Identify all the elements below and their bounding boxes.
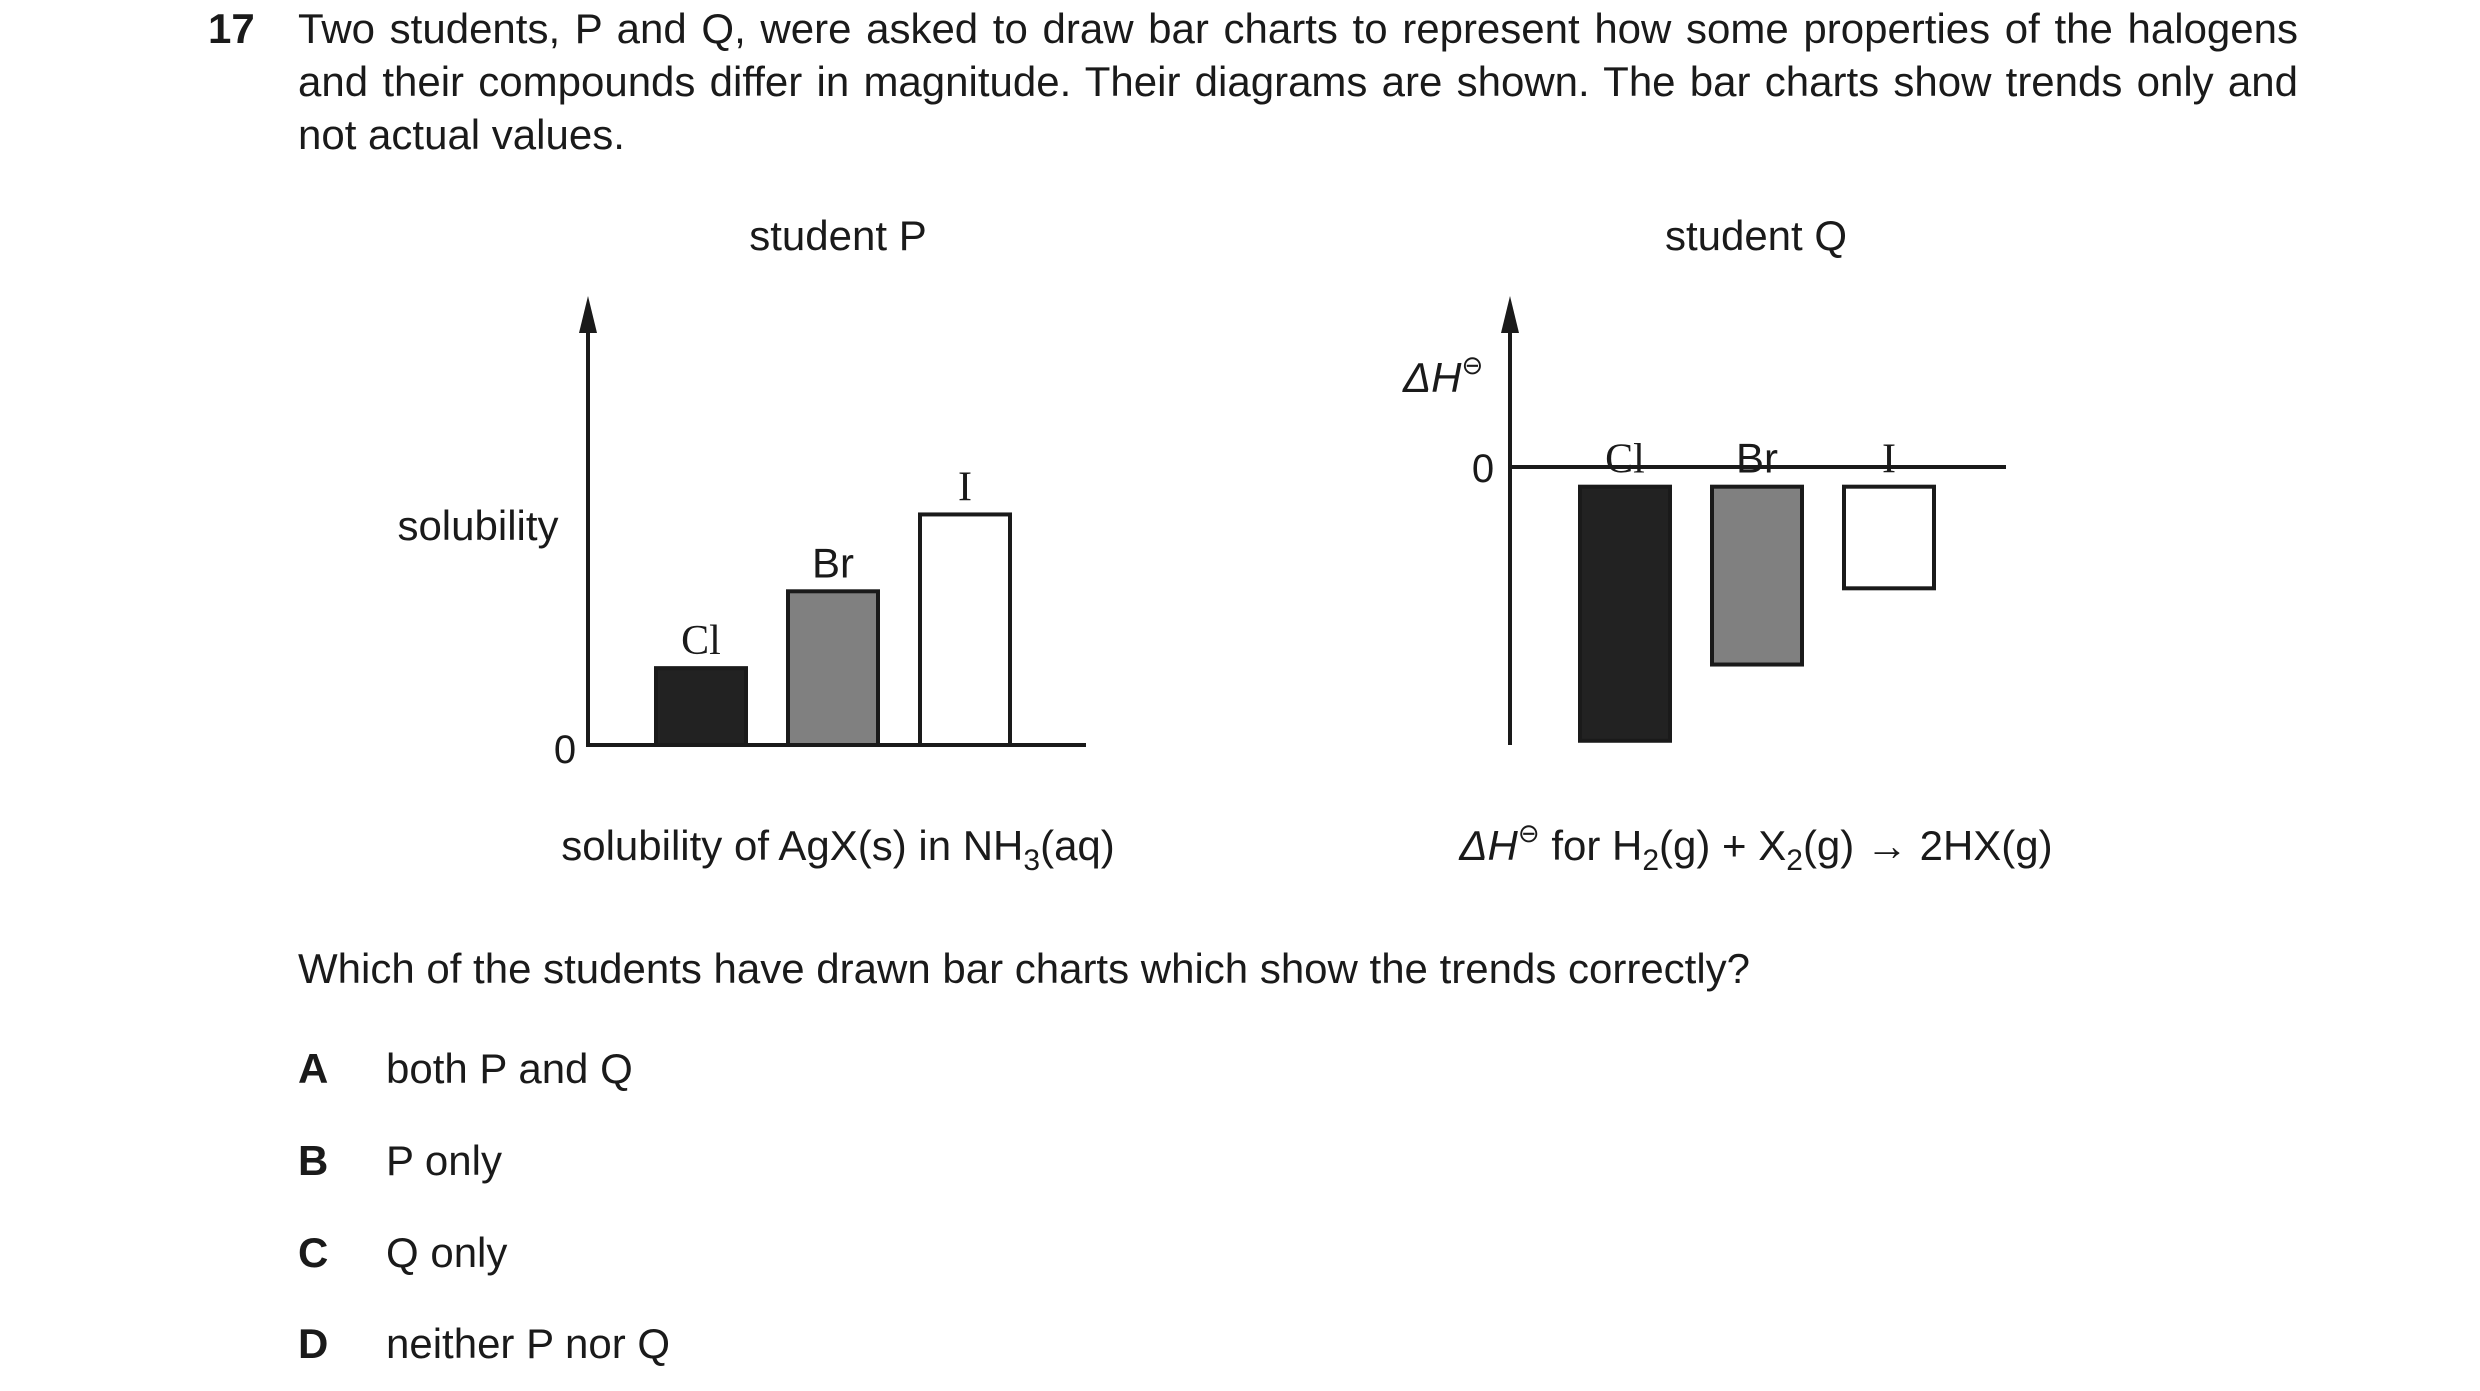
question-number: 17 bbox=[208, 5, 255, 52]
chart-q-y-arrowhead bbox=[1501, 296, 1519, 333]
chart-q-bar-i bbox=[1844, 487, 1934, 589]
chart-p-bar-br bbox=[788, 591, 878, 745]
chart-student-q bbox=[1402, 212, 2053, 877]
option-text: neither P nor Q bbox=[386, 1320, 671, 1367]
option-text: Q only bbox=[386, 1229, 508, 1276]
chart-q-bar-cl bbox=[1580, 487, 1670, 741]
option-text: both P and Q bbox=[386, 1045, 633, 1092]
chart-p-bar-label-br: Br bbox=[812, 539, 854, 587]
option-letter: A bbox=[298, 1045, 329, 1092]
chart-q-ylabel: ΔH⊖ bbox=[1403, 350, 1484, 401]
chart-p-y-arrowhead bbox=[579, 296, 597, 333]
chart-student-p bbox=[397, 212, 1114, 877]
chart-q-caption: ΔH⊖ for $H_2(g) + X_2(g) \to 2HX(g)$ bbox=[1459, 818, 2053, 877]
chart-q-bar-label-br: Br bbox=[1736, 434, 1778, 482]
chart-q-bar-br bbox=[1712, 487, 1802, 665]
chart-p-bar-label-i: I bbox=[958, 464, 972, 511]
chart-q-bar-label-i: I bbox=[1882, 436, 1896, 483]
chart-q-bar-label-cl: Cl bbox=[1605, 436, 1645, 483]
option-letter: D bbox=[298, 1320, 329, 1367]
chart-q-title: student Q bbox=[1664, 212, 1848, 259]
chart-p-caption: solubility of AgX(s) in $NH_3(aq)$ bbox=[561, 822, 1115, 877]
chart-p-title: student P bbox=[749, 212, 927, 259]
chart-q-origin-label: 0 bbox=[1471, 447, 1495, 491]
chart-p-bar-label-cl: Cl bbox=[681, 618, 721, 665]
chart-p-origin-label: 0 bbox=[553, 728, 577, 772]
question-stem: Two students, P and Q, were asked to draw bar charts to represent how some properties of the halogens and their compounds differ in magnitude. Their diagrams are shown. The bar charts show trends only and not actual values. bbox=[298, 5, 2298, 158]
chart-p-bar-cl bbox=[656, 668, 746, 745]
chart-p-bar-i bbox=[920, 514, 1010, 745]
option-letter: B bbox=[298, 1137, 329, 1184]
option-text: P only bbox=[386, 1137, 502, 1184]
option-letter: C bbox=[298, 1229, 329, 1276]
question-prompt: Which of the students have drawn bar charts which show the trends correctly? bbox=[298, 945, 1751, 992]
chart-p-ylabel: solubility bbox=[397, 502, 559, 549]
